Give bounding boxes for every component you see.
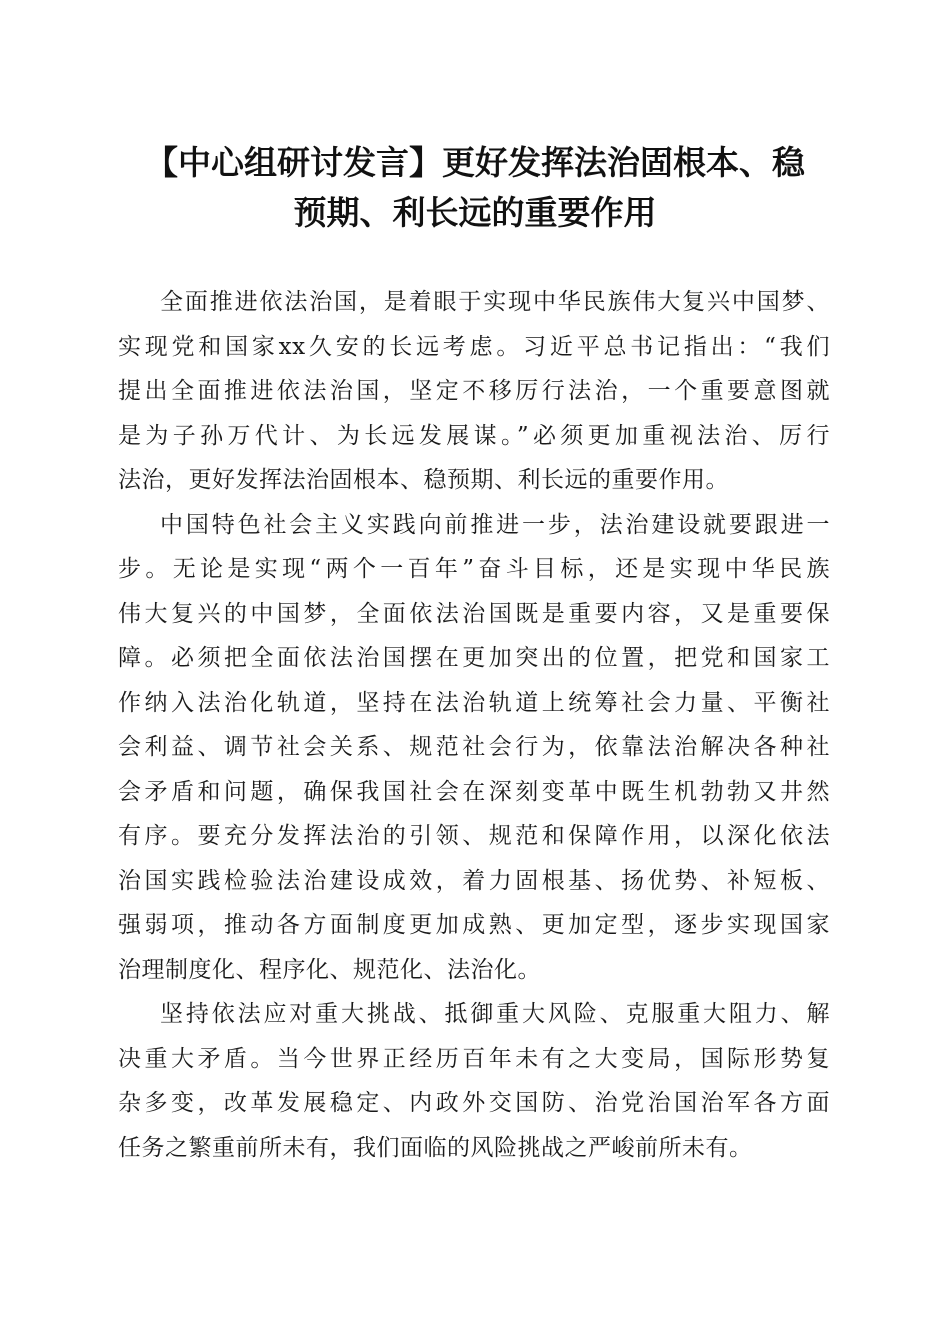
text-line: 杂多变，改革发展稳定、内政外交国防、治党治国治军各方面 — [118, 1090, 830, 1116]
text-line: 会矛盾和问题，确保我国社会在深刻变革中既生机勃勃又井然 — [118, 778, 830, 805]
title-line: 【中心组研讨发言】更好发挥法治固根本、稳 — [145, 143, 805, 182]
text-line: 是为子孙万代计、为长远发展谋。”必须更加重视法治、厉行 — [118, 422, 830, 449]
paragraph-3 — [118, 992, 830, 1170]
text-line: 作纳入法治化轨道，坚持在法治轨道上统筹社会力量、平衡社 — [118, 689, 830, 716]
paragraph-1 — [118, 280, 830, 503]
text-line: 中国特色社会主义实践向前推进一步，法治建设就要跟进一 — [160, 511, 830, 538]
title-line: 预期、利长远的重要作用 — [293, 193, 657, 232]
text-line: 治国实践检验法治建设成效，着力固根基、扬优势、补短板、 — [118, 867, 830, 894]
text-line: 全面推进依法治国，是着眼于实现中华民族伟大复兴中国梦、 — [160, 289, 830, 315]
text-line: 治理制度化、程序化、规范化、法治化。 — [118, 956, 541, 983]
text-line: 强弱项，推动各方面制度更加成熟、更加定型，逐步实现国家 — [118, 912, 830, 938]
text-line: 决重大矛盾。当今世界正经历百年未有之大变局，国际形势复 — [118, 1045, 830, 1072]
text-line: 法治，更好发挥法治固根本、稳预期、利长远的重要作用。 — [118, 467, 729, 493]
text-line: 实现党和国家xx久安的长远考虑。习近平总书记指出：“我们 — [118, 333, 830, 360]
text-line: 障。必须把全面依法治国摆在更加突出的位置，把党和国家工 — [118, 645, 830, 671]
text-line: 有序。要充分发挥法治的引领、规范和保障作用，以深化依法 — [118, 823, 830, 849]
text-line: 会利益、调节社会关系、规范社会行为，依靠法治解决各种社 — [118, 734, 830, 760]
document-title — [110, 138, 840, 238]
text-line: 步。无论是实现“两个一百年”奋斗目标，还是实现中华民族 — [118, 556, 830, 582]
document-body — [118, 280, 830, 1170]
text-line: 坚持依法应对重大挑战、抵御重大风险、克服重大阻力、解 — [160, 1001, 830, 1027]
paragraph-2 — [118, 503, 830, 993]
text-line: 提出全面推进依法治国，坚定不移厉行法治，一个重要意图就 — [118, 378, 830, 404]
text-line: 任务之繁重前所未有，我们面临的风险挑战之严峻前所未有。 — [118, 1134, 753, 1161]
text-line: 伟大复兴的中国梦，全面依法治国既是重要内容，又是重要保 — [118, 600, 830, 627]
